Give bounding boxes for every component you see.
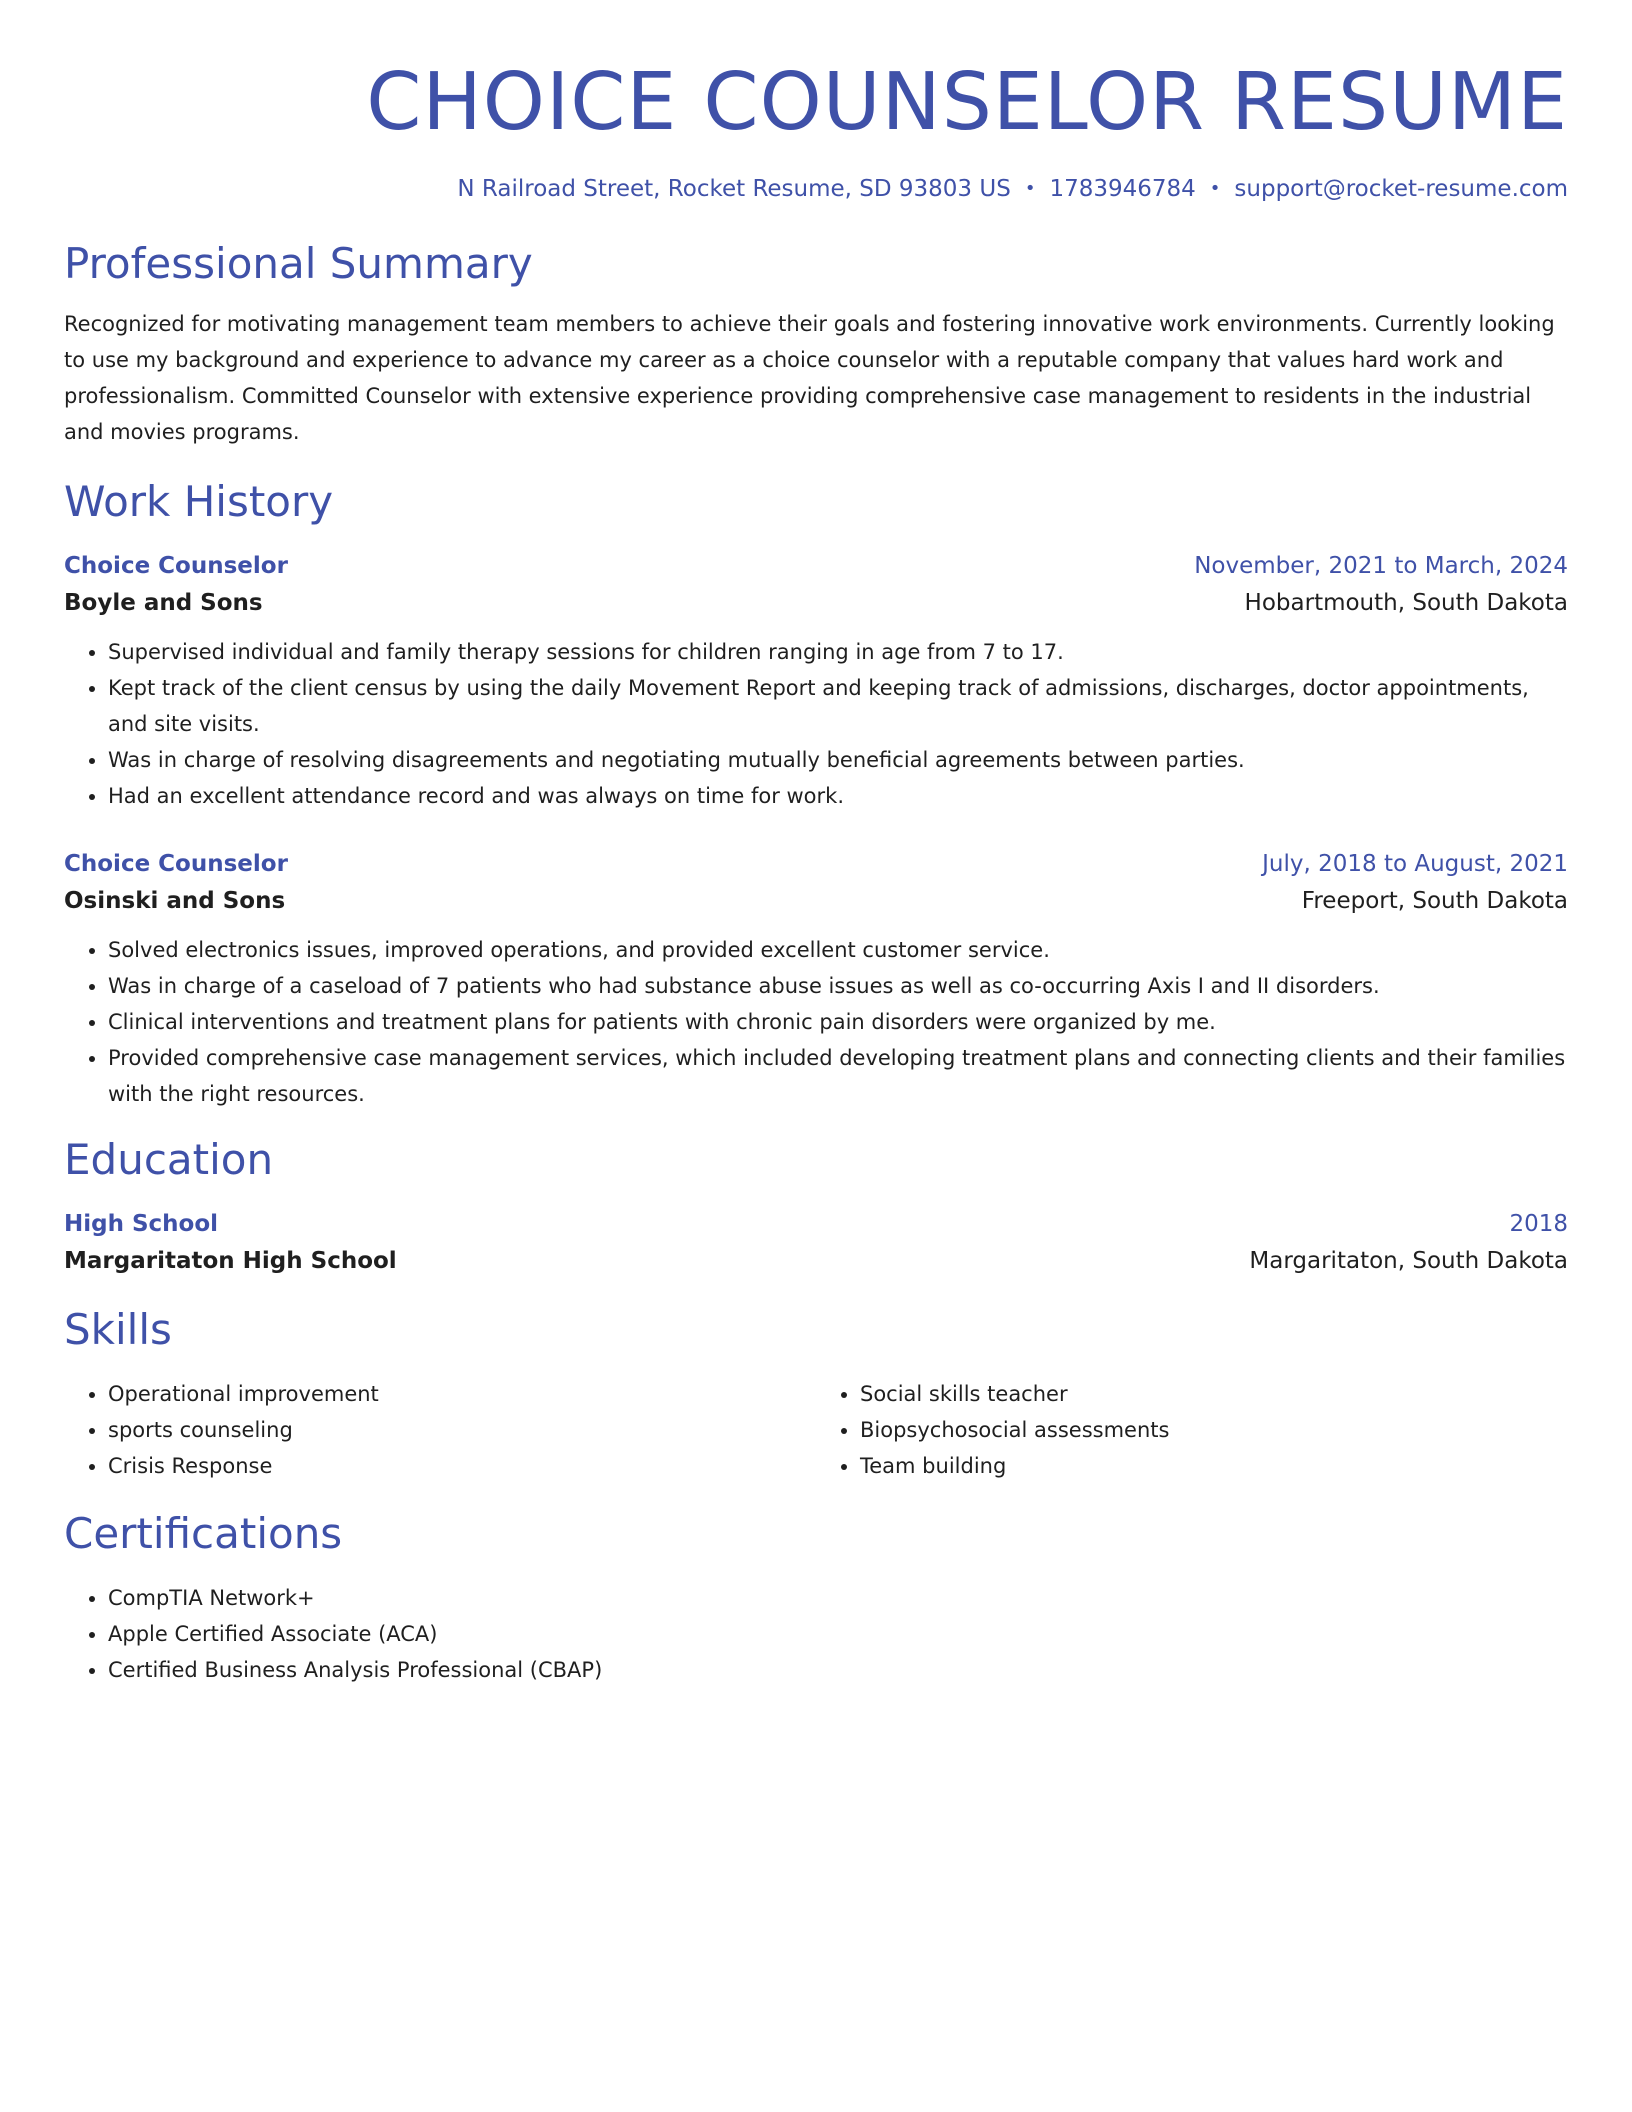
education-school: Margaritaton High School: [64, 1248, 397, 1274]
job-bullets: [64, 634, 1568, 814]
summary-heading: Professional Summary: [64, 239, 533, 288]
job-bullet: • Had an excellent attendance record and was always on time for work.: [108, 778, 1568, 814]
certification-item: • CompTIA Network+: [108, 1580, 1568, 1616]
job-bullet: • Supervised individual and family therapy sessions for children ranging in age from 7 to 17.: [108, 634, 1568, 670]
skills-heading: Skills: [64, 1305, 172, 1354]
certification-item: • Certified Business Analysis Professional (CBAP): [108, 1652, 1568, 1688]
job-entry: [64, 846, 1568, 1112]
skill-item: • Operational improvement: [108, 1376, 816, 1412]
skills-list-right: [816, 1376, 1568, 1484]
job-location: Freeport, South Dakota: [1301, 888, 1568, 914]
summary-section: [64, 238, 1568, 450]
job-bullet: • Was in charge of resolving disagreements and negotiating mutually beneficial agreements between parties.: [108, 742, 1568, 778]
job-entry: [64, 548, 1568, 814]
resume-title: CHOICE COUNSELOR RESUME: [366, 56, 1568, 148]
job-company: Osinski and Sons: [64, 888, 286, 914]
education-school-row: [64, 1242, 1568, 1280]
job-location: Hobartmouth, South Dakota: [1244, 590, 1568, 616]
skills-columns: [64, 1376, 1568, 1484]
job-company-row: [64, 882, 1568, 920]
skill-item: • Social skills teacher: [860, 1376, 1568, 1412]
job-title-row: [64, 846, 1568, 882]
contact-separator: •: [1209, 178, 1221, 199]
job-bullet: • Solved electronics issues, improved operations, and provided excellent customer service.: [108, 932, 1568, 968]
job-title-row: [64, 548, 1568, 584]
skill-item: • Biopsychosocial assessments: [860, 1412, 1568, 1448]
education-location: Margaritaton, South Dakota: [1249, 1248, 1568, 1274]
contact-line: [64, 174, 1568, 204]
contact-phone: 1783946784: [1049, 176, 1196, 202]
education-degree: High School: [64, 1211, 219, 1237]
skill-item: • Crisis Response: [108, 1448, 816, 1484]
skills-section: [64, 1304, 1568, 1484]
education-degree-row: [64, 1206, 1568, 1242]
education-year: 2018: [1509, 1211, 1568, 1237]
job-dates: July, 2018 to August, 2021: [1262, 851, 1568, 877]
job-bullet: • Clinical interventions and treatment plans for patients with chronic pain disorders were organized by me.: [108, 1004, 1568, 1040]
education-section: [64, 1134, 1568, 1280]
resume-header: [64, 52, 1568, 204]
contact-email: support@rocket-resume.com: [1234, 176, 1568, 202]
job-bullet: • Kept track of the client census by using the daily Movement Report and keeping track of admissions, discharges, doctor appointments, and site visits.: [108, 670, 1568, 742]
skills-list-left: [64, 1376, 816, 1484]
education-heading: Education: [64, 1135, 274, 1184]
job-bullet: • Was in charge of a caseload of 7 patients who had substance abuse issues as well as co-occurring Axis I and II disorders.: [108, 968, 1568, 1004]
work-history-heading: Work History: [64, 477, 334, 526]
job-bullet: • Provided comprehensive case management services, which included developing treatment plans and connecting clients and their families with the right resources.: [108, 1040, 1568, 1112]
skill-item: • sports counseling: [108, 1412, 816, 1448]
job-company: Boyle and Sons: [64, 590, 263, 616]
job-dates: November, 2021 to March, 2024: [1194, 553, 1568, 579]
work-history-section: [64, 476, 1568, 1112]
certifications-list: [64, 1580, 1568, 1688]
contact-address: N Railroad Street, Rocket Resume, SD 93803 US: [457, 176, 1011, 202]
job-bullets: [64, 932, 1568, 1112]
job-title: Choice Counselor: [64, 553, 288, 579]
skill-item: • Team building: [860, 1448, 1568, 1484]
job-title: Choice Counselor: [64, 851, 288, 877]
certifications-heading: Certifications: [64, 1509, 343, 1558]
certification-item: • Apple Certified Associate (ACA): [108, 1616, 1568, 1652]
summary-text: Recognized for motivating management team members to achieve their goals and fostering innovative work environments. Currently looking to use my background and experience to advance my career as a choice counselor with a reputable company that values hard work and professionalism. Committed Counselor with extensive experience providing comprehensive case management to residents in the industrial and movies programs.: [64, 312, 1555, 444]
contact-separator: •: [1024, 178, 1036, 199]
certifications-section: [64, 1508, 1568, 1688]
job-company-row: [64, 584, 1568, 622]
